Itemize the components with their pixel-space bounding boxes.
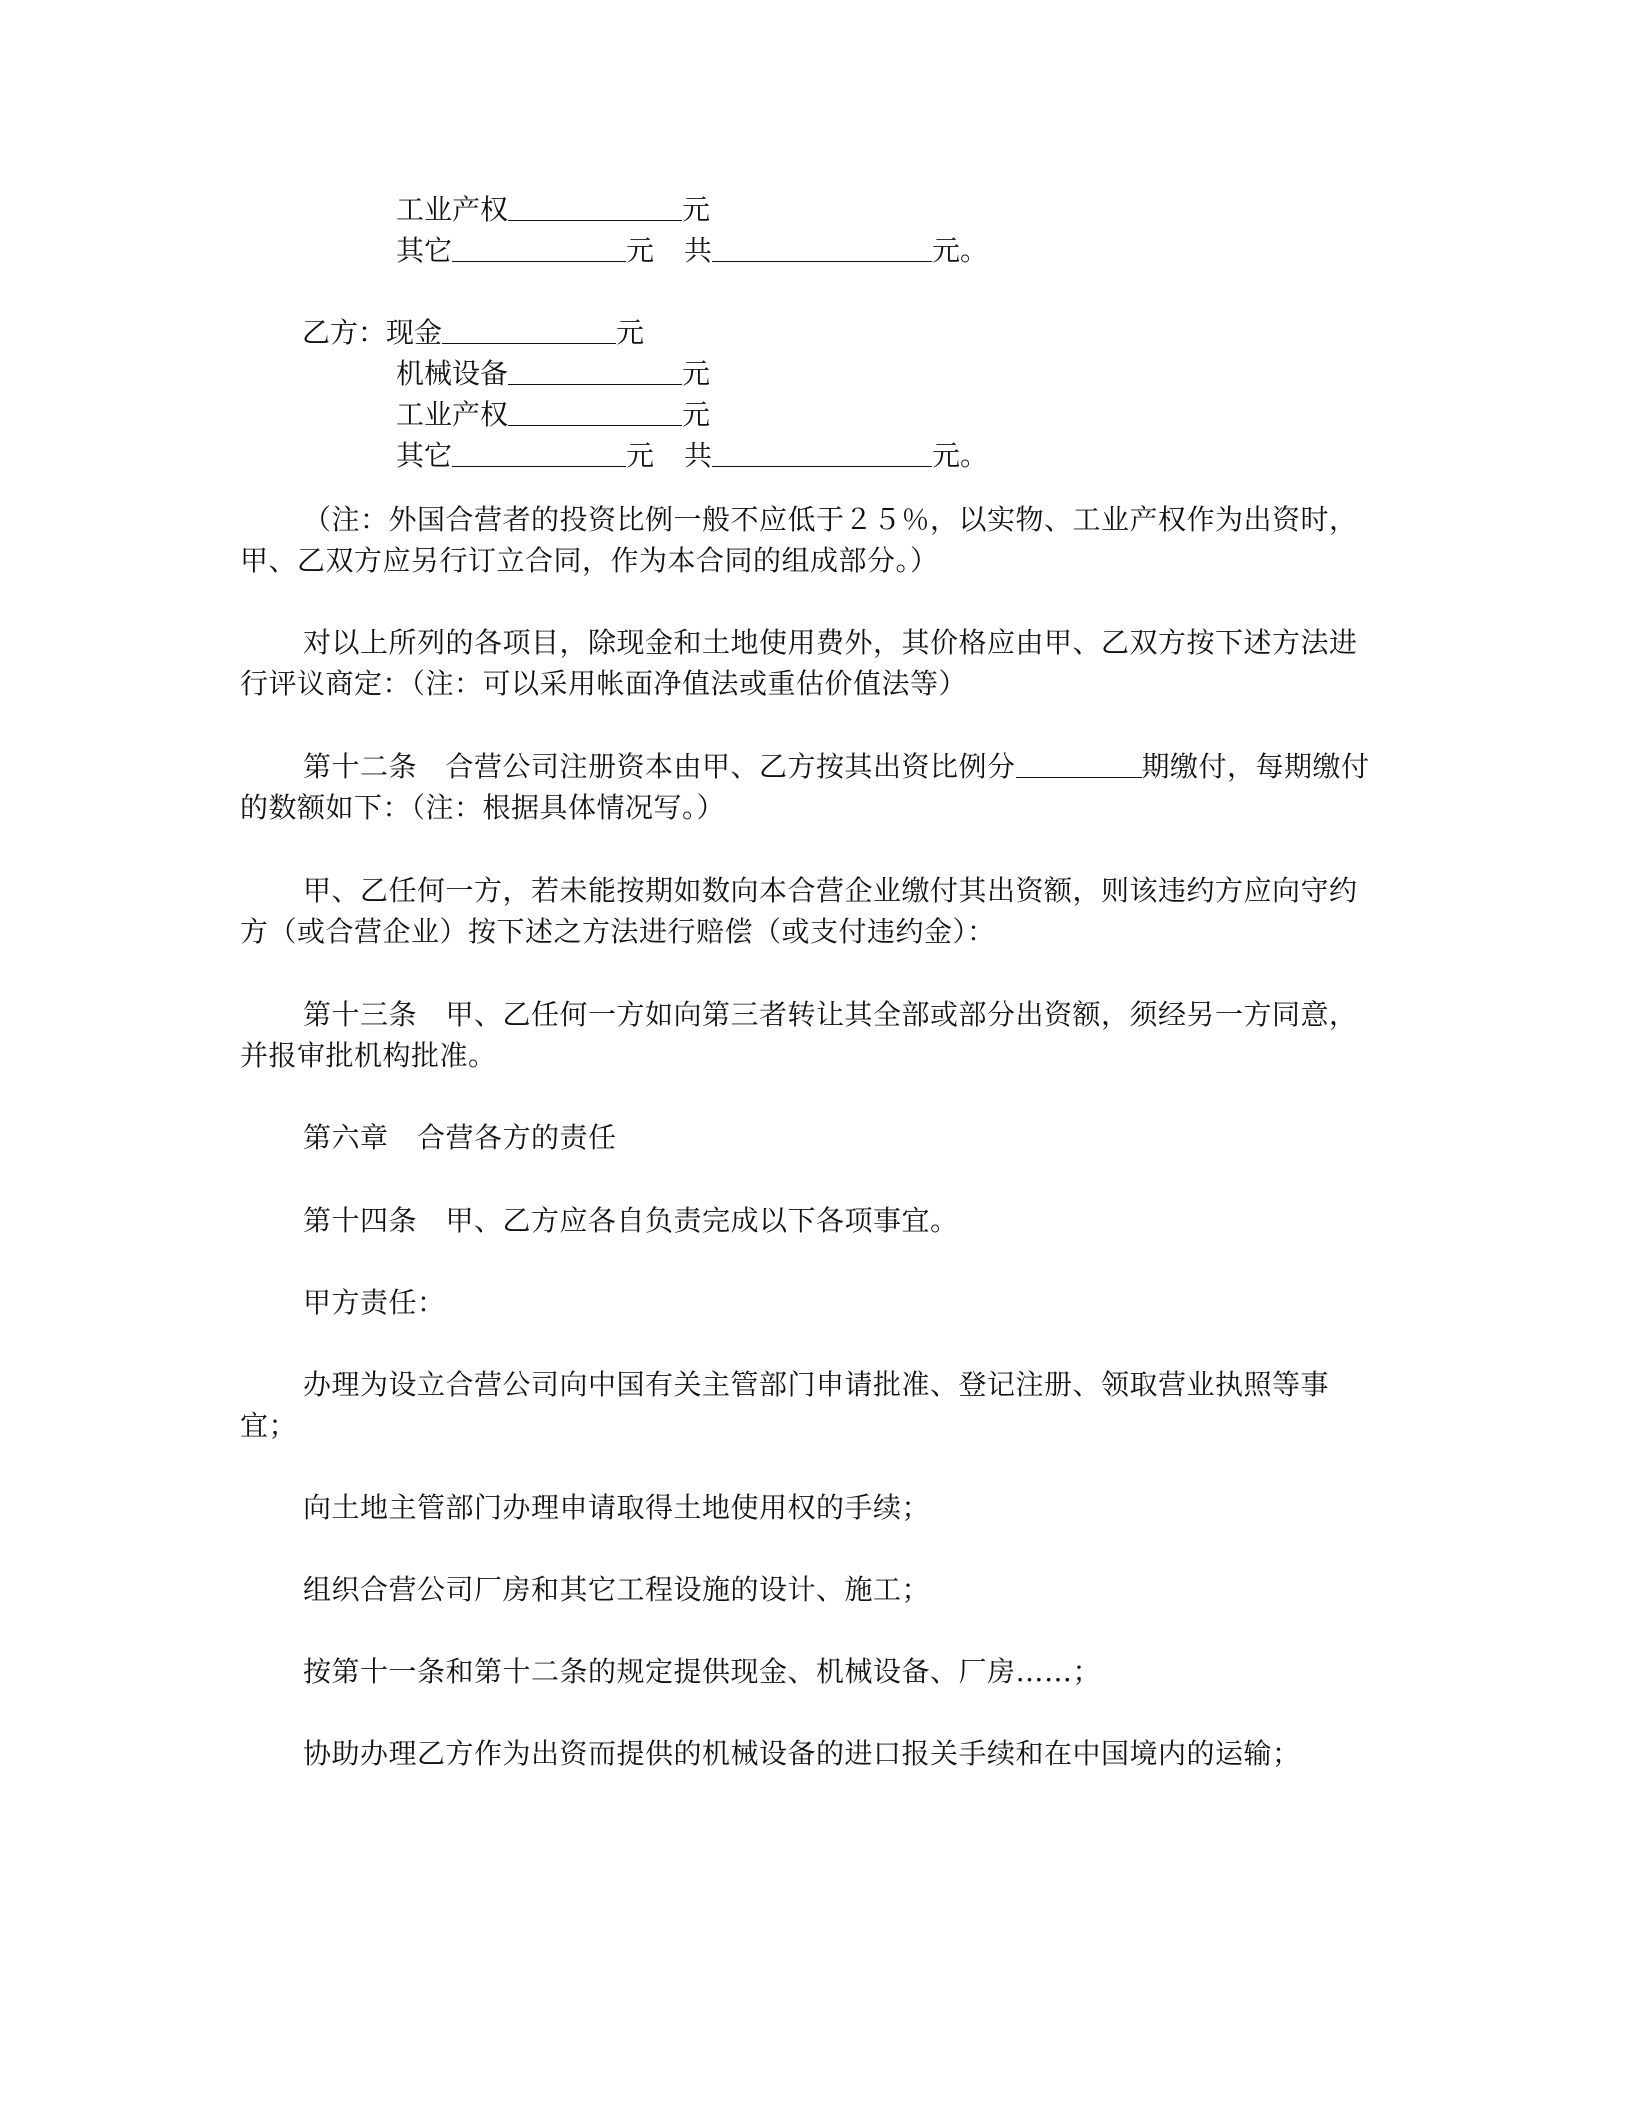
item-label: 其它 [396, 234, 453, 267]
item-label: 现金 [386, 316, 443, 349]
capital-item-cash-b [302, 313, 644, 353]
unit-label: 元 [616, 316, 645, 349]
item-label: 其它 [396, 439, 453, 472]
item-label: 工业产权 [396, 398, 509, 431]
unit-label-end: 元。 [932, 439, 989, 472]
amount-blank [452, 235, 626, 262]
unit-label: 元 [682, 357, 711, 390]
capital-item-industrial-property-a [396, 190, 710, 230]
item-label: 机械设备 [396, 357, 509, 390]
capital-item-industrial-property-b [396, 395, 710, 435]
total-blank [712, 235, 932, 262]
unit-label: 元 [682, 398, 711, 431]
default-payment-paragraph: 甲、乙任何一方，若未能按期如数向本合营企业缴付其出资额，则该违约方应向守约方（或合营企业）按下述之方法进行赔偿（或支付违约金）： [240, 874, 1358, 948]
total-label: 共 [684, 439, 713, 472]
total-label: 共 [684, 234, 713, 267]
responsibility-item: 按第十一条和第十二条的规定提供现金、机械设备、厂房……； [303, 1655, 1102, 1688]
article-14: 第十四条 甲、乙方应各自负责完成以下各项事宜。 [303, 1204, 959, 1237]
article-12-text-start: 第十二条 合营公司注册资本由甲、乙方按其出资比例分 [303, 750, 1016, 783]
amount-blank [508, 358, 682, 385]
party-b-label: 乙方： [302, 316, 387, 349]
amount-blank [508, 194, 682, 221]
installment-count-blank [1016, 751, 1142, 778]
party-a-responsibilities-heading: 甲方责任： [303, 1286, 446, 1319]
amount-blank [442, 317, 616, 344]
amount-blank [508, 399, 682, 426]
valuation-paragraph: 对以上所列的各项目，除现金和土地使用费外，其价格应由甲、乙双方按下述方法进行评议商定：（注：可以采用帐面净值法或重估价值法等） [240, 626, 1358, 700]
unit-label: 元 [682, 193, 711, 226]
item-label: 工业产权 [396, 193, 509, 226]
responsibility-item: 组织合营公司厂房和其它工程设施的设计、施工； [303, 1573, 931, 1606]
unit-label: 元 [626, 439, 655, 472]
article-12-text-end: 期缴付，每期缴付的数额如下：（注：根据具体情况写。） [240, 750, 1370, 824]
capital-item-other-a [396, 231, 988, 271]
chapter-6-heading: 第六章 合营各方的责任 [303, 1121, 617, 1154]
capital-item-other-b [396, 436, 988, 476]
capital-item-machinery-b [396, 354, 710, 394]
amount-blank [452, 440, 626, 467]
unit-label-end: 元。 [932, 234, 989, 267]
note-investment-ratio: （注：外国合营者的投资比例一般不应低于２５％，以实物、工业产权作为出资时，甲、乙双方应另行订立合同，作为本合同的组成部分。） [240, 503, 1358, 577]
total-blank [712, 440, 932, 467]
article-13: 第十三条 甲、乙任何一方如向第三者转让其全部或部分出资额，须经另一方同意，并报审批机构批准。 [240, 998, 1358, 1072]
responsibility-item: 向土地主管部门办理申请取得土地使用权的手续； [303, 1491, 931, 1524]
responsibility-item: 协助办理乙方作为出资而提供的机械设备的进口报关手续和在中国境内的运输； [303, 1737, 1301, 1770]
responsibility-item: 办理为设立合营公司向中国有关主管部门申请批准、登记注册、领取营业执照等事宜； [240, 1368, 1330, 1442]
article-12 [240, 746, 1380, 828]
unit-label: 元 [626, 234, 655, 267]
